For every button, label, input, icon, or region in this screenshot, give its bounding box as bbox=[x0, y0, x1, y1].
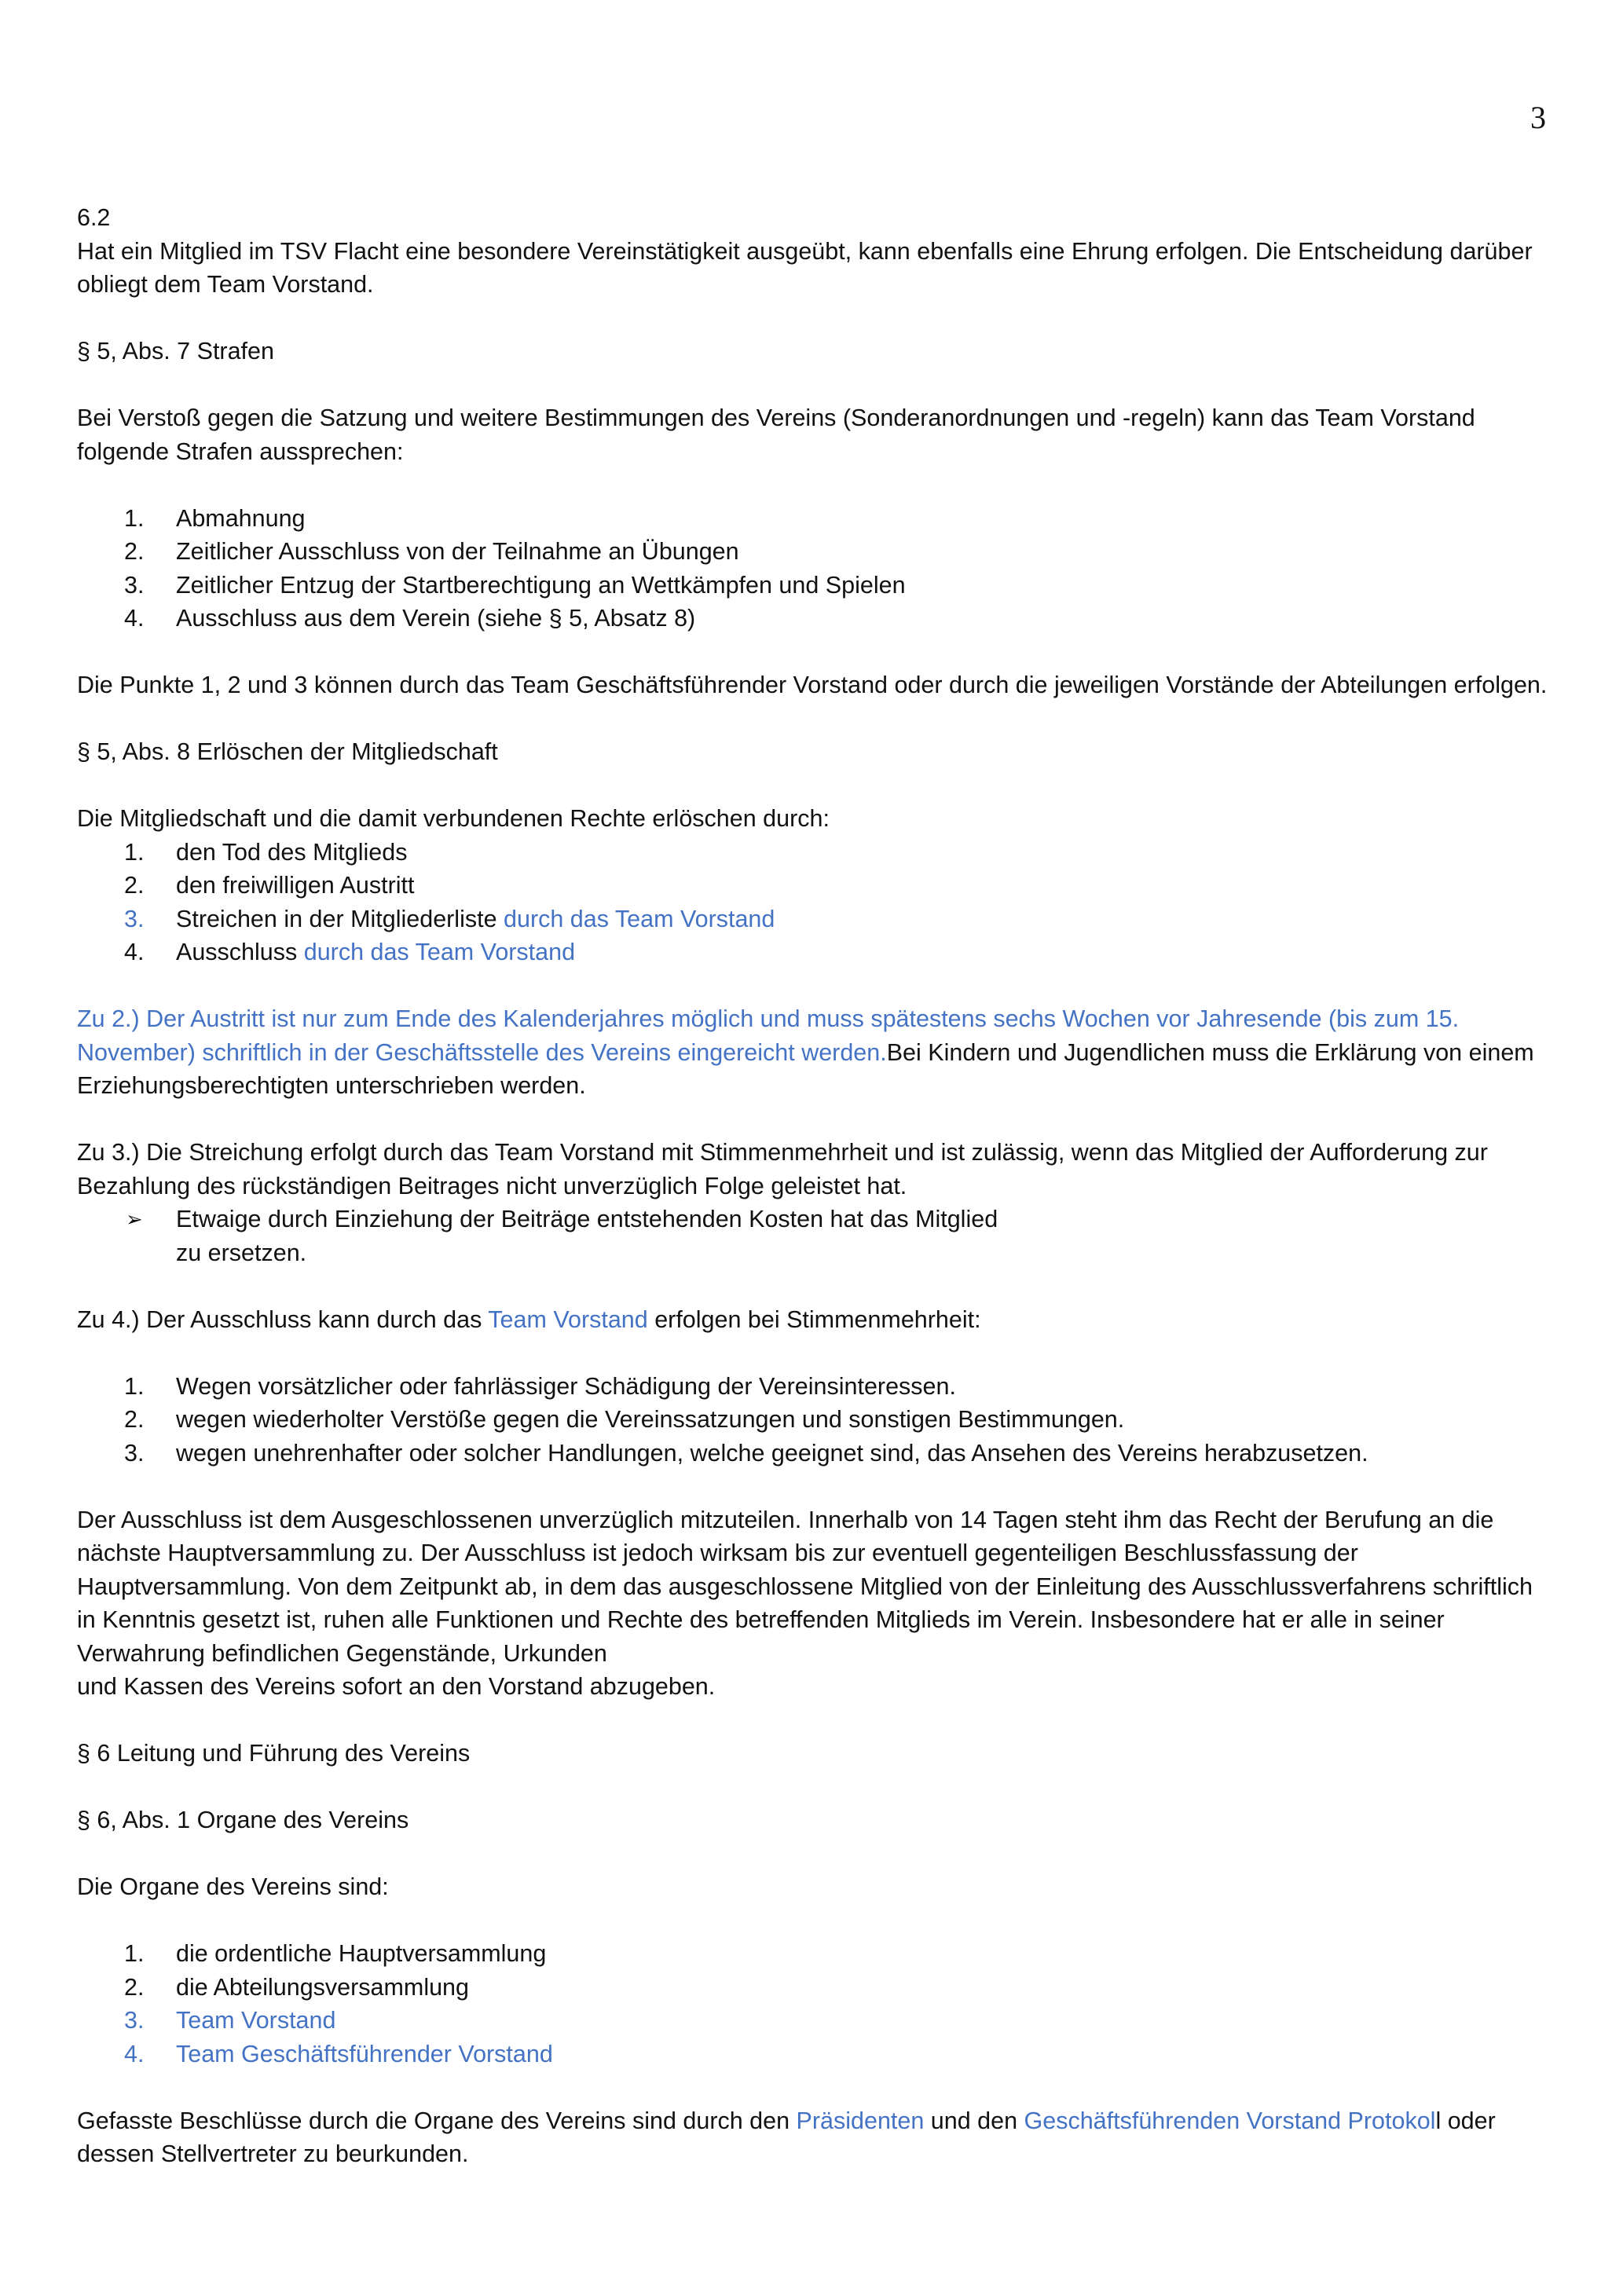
erloeschen-intro: Die Mitgliedschaft und die damit verbundenen Rechte erlöschen durch: bbox=[77, 805, 830, 832]
section-6-heading: § 6 Leitung und Führung des Vereins bbox=[77, 1740, 471, 1767]
ausschluss-paragraph: Der Ausschluss ist dem Ausgeschlossenen unverzüglich mitzuteilen. Innerhalb von 14 Tagen steht ihm das Recht der Berufung an die nächste Hauptversammlung zu. Der Ausschluss ist jedoch wirksam bis zur eventuell gegenteiligen Beschlussfassung der Hauptversammlung. Von dem Zeitpunkt ab, in dem das ausgeschlossene Mitglied von der Einleitung des Ausschlussverfahrens schriftlich in Kenntnis gesetzt ist, ruhen alle Funktionen und Rechte des betreffenden Mitglieds im Verein. Insbesondere hat er alle in seiner Verwahrung befindlichen Gegenstände, Urkunden bbox=[77, 1506, 1533, 1667]
list-item: 1. Wegen vorsätzlicher oder fahrlässiger Schädigung der Vereinsinteressen. bbox=[124, 1372, 956, 1400]
organe-intro: Die Organe des Vereins sind: bbox=[77, 1873, 389, 1900]
zu2-paragraph: Zu 2.) Der Austritt ist nur zum Ende des Kalenderjahres möglich und muss spätestens sechs Wochen vor Jahresende (bis zum 15. November) schriftlich in der Geschäftsstelle des Vereins eingereicht werden.Bei Kindern und Jugendlichen muss die Erklärung von einem Erziehungsberechtigten unterschrieben werden. bbox=[77, 1005, 1534, 1099]
arrow-bullet-icon: ➢ bbox=[126, 1207, 143, 1231]
list-item: 3. Streichen in der Mitgliederliste durch das Team Vorstand bbox=[124, 905, 775, 932]
list-item: 1. den Tod des Mitglieds bbox=[124, 838, 408, 866]
list-item: 4. Ausschluss durch das Team Vorstand bbox=[124, 939, 576, 965]
list-item: 1. Abmahnung bbox=[124, 504, 306, 532]
ausschluss-paragraph-end: und Kassen des Vereins sofort an den Vorstand abzugeben. bbox=[77, 1673, 716, 1700]
list-item: ➢ Etwaige durch Einziehung der Beiträge entstehenden Kosten hat das Mitglied zu ersetzen. bbox=[77, 1203, 1554, 1269]
zu4-list bbox=[77, 1370, 1554, 1470]
zu3-paragraph: Zu 3.) Die Streichung erfolgt durch das Team Vorstand mit Stimmenmehrheit und ist zulässig, wenn das Mitglied der Aufforderung zur Bezahlung des rückständigen Beitrages nicht unverzüglich Folge geleistet hat. bbox=[77, 1139, 1488, 1199]
strafen-list bbox=[77, 502, 1554, 635]
section-6-2-heading: 6.2 bbox=[77, 204, 111, 231]
section-6-1-heading: § 6, Abs. 1 Organe des Vereins bbox=[77, 1807, 409, 1833]
list-item: 2. Zeitlicher Ausschluss von der Teilnahme an Übungen bbox=[124, 538, 739, 565]
list-item: 3. Zeitlicher Entzug der Startberechtigung an Wettkämpfen und Spielen bbox=[124, 571, 906, 599]
list-item: 4. Team Geschäftsführender Vorstand bbox=[124, 2040, 553, 2067]
list-item: 2. wegen wiederholter Verstöße gegen die Vereinssatzungen und sonstigen Bestimmungen. bbox=[124, 1406, 1125, 1433]
list-item: 3. wegen unehrenhafter oder solcher Handlungen, welche geeignet sind, das Ansehen des Vereins herabzusetzen. bbox=[124, 1439, 1368, 1467]
strafen-heading: § 5, Abs. 7 Strafen bbox=[77, 338, 274, 364]
zu3-bullet-list bbox=[77, 1203, 1554, 1269]
list-item: 1. die ordentliche Hauptversammlung bbox=[124, 1940, 547, 1967]
organe-list bbox=[77, 1937, 1554, 2071]
erloeschen-list bbox=[77, 836, 1554, 969]
list-item: 4. Ausschluss aus dem Verein (siehe § 5, Absatz 8) bbox=[124, 605, 696, 632]
zu4-paragraph: Zu 4.) Der Ausschluss kann durch das Team Vorstand erfolgen bei Stimmenmehrheit: bbox=[77, 1305, 981, 1333]
list-item: 2. den freiwilligen Austritt bbox=[124, 872, 415, 899]
list-item: 2. die Abteilungsversammlung bbox=[124, 1973, 469, 2001]
document-body bbox=[77, 201, 1554, 2171]
section-6-2-text: Hat ein Mitglied im TSV Flacht eine besondere Vereinstätigkeit ausgeübt, kann ebenfalls eine Ehrung erfolgen. Die Entscheidung darüber obliegt dem Team Vorstand. bbox=[77, 237, 1533, 298]
page-number: 3 bbox=[1530, 100, 1546, 135]
erloeschen-heading: § 5, Abs. 8 Erlöschen der Mitgliedschaft bbox=[77, 738, 498, 765]
strafen-intro: Bei Verstoß gegen die Satzung und weitere Bestimmungen des Vereins (Sonderanordnungen und -regeln) kann das Team Vorstand folgende Strafen aussprechen: bbox=[77, 405, 1475, 465]
strafen-note: Die Punkte 1, 2 und 3 können durch das Team Geschäftsführender Vorstand oder durch die jeweiligen Vorstände der Abteilungen erfolgen. bbox=[77, 672, 1548, 698]
list-item: 3. Team Vorstand bbox=[124, 2007, 336, 2034]
beschluss-paragraph: Gefasste Beschlüsse durch die Organe des Vereins sind durch den Präsidenten und den Geschäftsführenden Vorstand Protokoll oder dessen Stellvertreter zu beurkunden. bbox=[77, 2107, 1496, 2167]
